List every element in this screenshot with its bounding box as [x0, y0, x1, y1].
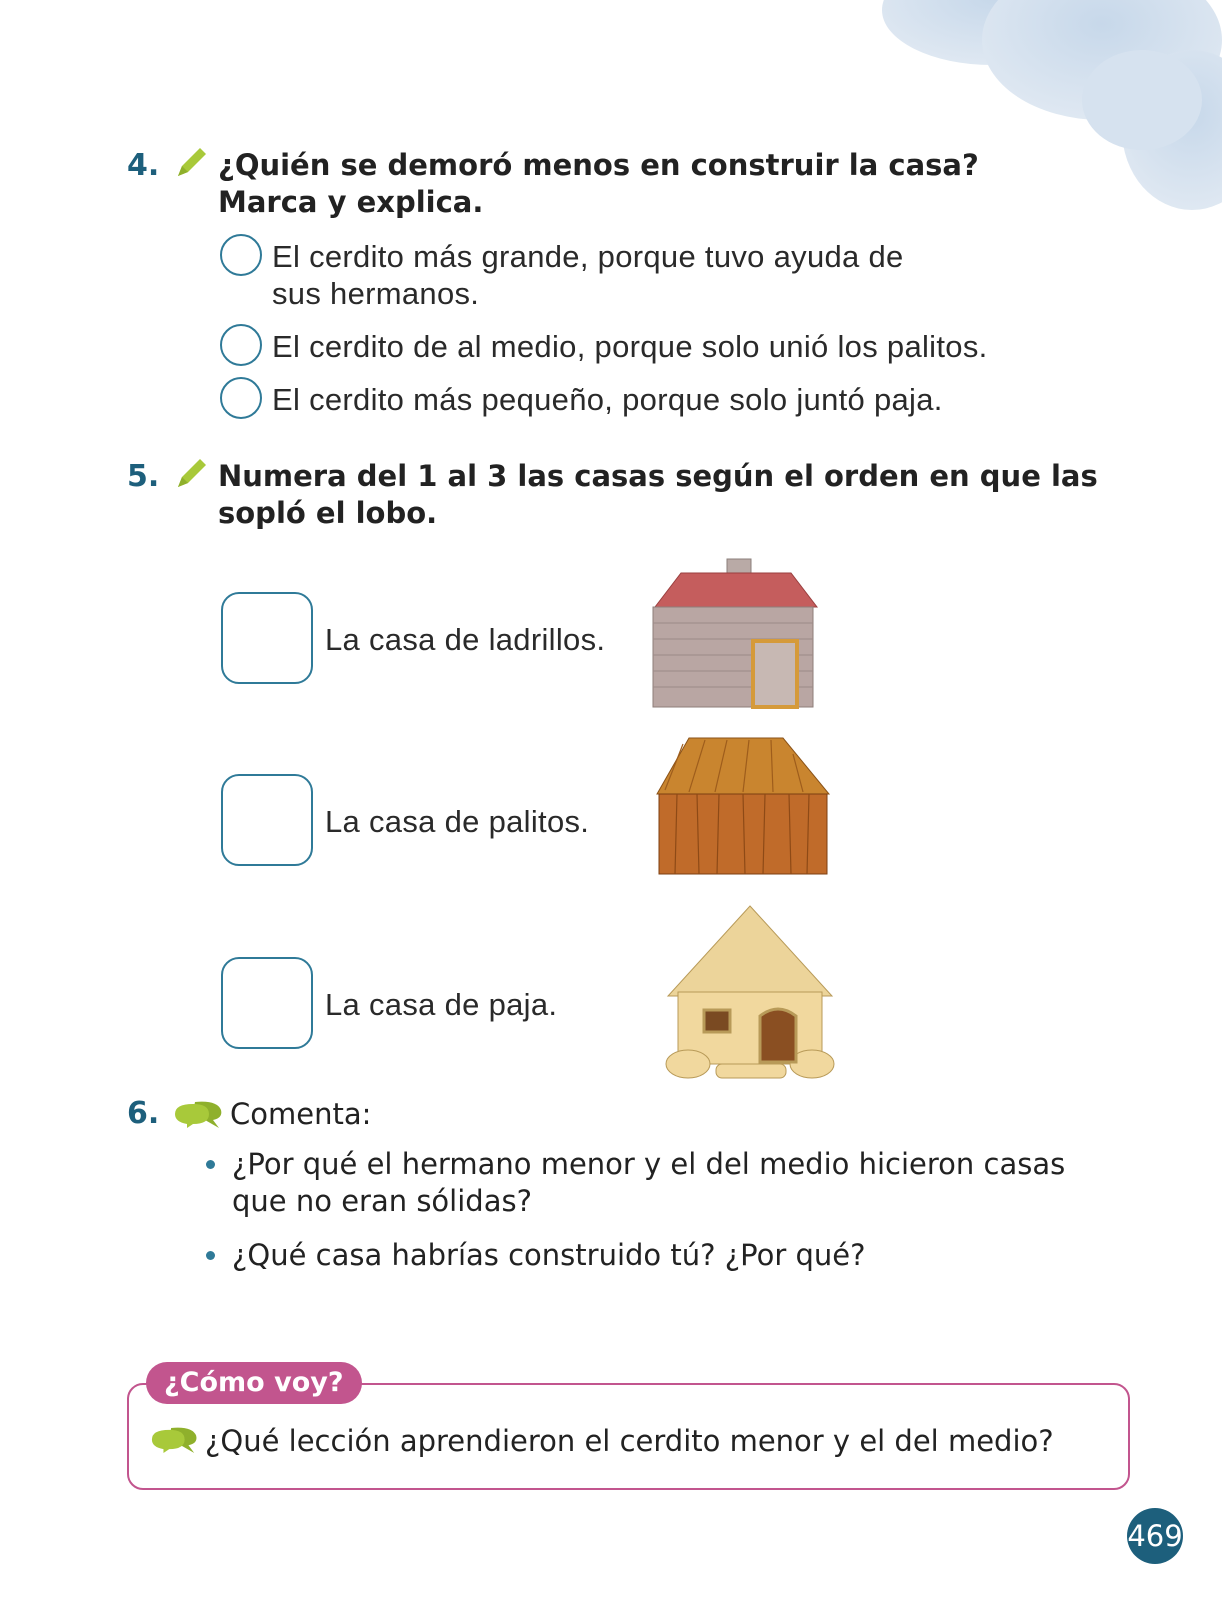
option-3-circle[interactable]: [220, 377, 262, 419]
option-1-circle[interactable]: [220, 234, 262, 276]
question-6-number: 6.: [127, 1096, 160, 1131]
number-box-brick[interactable]: [221, 592, 313, 684]
question-5-number: 5.: [127, 459, 160, 494]
speech-bubble-icon: [150, 1424, 200, 1455]
option-1[interactable]: [220, 238, 952, 312]
number-box-straw[interactable]: [221, 957, 313, 1049]
bullet-dot: [206, 1251, 215, 1260]
brick-house-image: [645, 555, 825, 715]
label-straw-house: La casa de paja.: [325, 987, 558, 1022]
option-2[interactable]: [220, 328, 1012, 366]
como-voy-tab: ¿Cómo voy?: [146, 1362, 362, 1404]
question-4-text: [218, 147, 1118, 221]
como-voy-question: ¿Qué lección aprendieron el cerdito menor y el del medio?: [205, 1424, 1054, 1458]
option-2-text: El cerdito de al medio, porque solo unió los palitos.: [272, 329, 988, 364]
number-box-sticks[interactable]: [221, 774, 313, 866]
question-4-line1: ¿Quién se demoró menos en construir la casa?: [218, 148, 979, 182]
stick-house-image: [653, 730, 833, 880]
question-5-text: Numera del 1 al 3 las casas según el orden en que las sopló el lobo.: [218, 459, 1098, 530]
option-2-circle[interactable]: [220, 324, 262, 366]
option-3-text: El cerdito más pequeño, porque solo juntó paja.: [272, 382, 943, 417]
option-3[interactable]: [220, 381, 1012, 419]
label-brick-house: La casa de ladrillos.: [325, 622, 606, 657]
label-sticks-house: La casa de palitos.: [325, 804, 590, 839]
page-number: 469: [1127, 1508, 1183, 1564]
speech-bubble-icon: [173, 1098, 225, 1130]
bullet-dot: [206, 1160, 215, 1169]
straw-house-image: [660, 900, 840, 1085]
bullet-2-text: ¿Qué casa habrías construido tú? ¿Por qué?: [232, 1238, 866, 1272]
question-6-heading: Comenta:: [230, 1097, 372, 1131]
question-4-line2: Marca y explica.: [218, 185, 484, 219]
bullet-2: [232, 1237, 1112, 1274]
pencil-icon: [170, 453, 212, 495]
option-1-text: El cerdito más grande, porque tuvo ayuda de sus hermanos.: [272, 239, 904, 311]
question-4-number: 4.: [127, 148, 160, 183]
pencil-icon: [170, 142, 212, 184]
bullet-1-text: ¿Por qué el hermano menor y el del medio hicieron casas que no eran sólidas?: [232, 1147, 1066, 1218]
bullet-1: [232, 1146, 1112, 1220]
